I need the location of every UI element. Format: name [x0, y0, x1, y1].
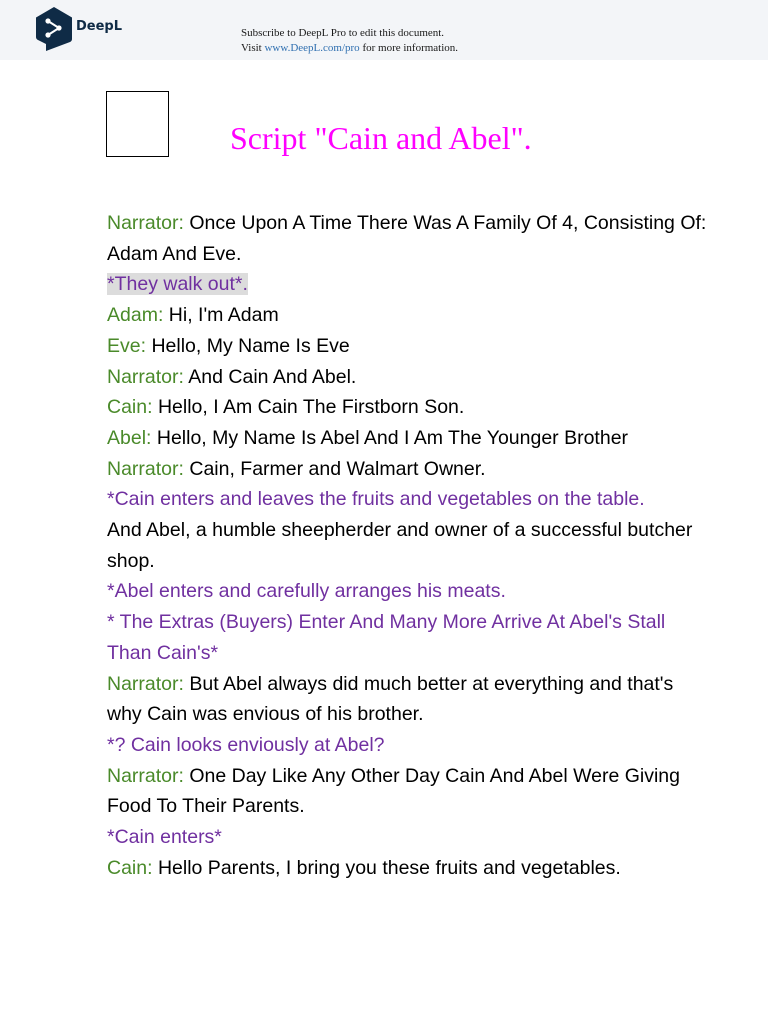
- dialogue-text: Hello Parents, I bring you these fruits and vegetables.: [157, 856, 621, 879]
- dialogue-text: Cain, Farmer and Walmart Owner.: [189, 457, 486, 480]
- stage-direction: *Cain enters and leaves the fruits and vegetables on the table.: [107, 488, 645, 511]
- deepl-logo-icon: [34, 6, 74, 52]
- speaker-label: Narrator:: [107, 764, 190, 787]
- dialogue-text: Hello, My Name Is Eve: [151, 334, 350, 357]
- script-line: [107, 269, 707, 300]
- script-line: [107, 853, 707, 884]
- notice-line-1: Subscribe to DeepL Pro to edit this document.: [241, 27, 445, 39]
- speaker-label: Cain:: [107, 856, 158, 879]
- script-line: [107, 576, 707, 607]
- speaker-label: Narrator:: [107, 212, 190, 234]
- stage-direction: *Cain enters*: [107, 826, 222, 849]
- script-line: [107, 669, 707, 730]
- stage-direction: *They walk out*.: [107, 273, 248, 296]
- script-line: [107, 822, 707, 853]
- dialogue-text: And Cain And Abel.: [188, 365, 357, 388]
- dialogue-text: Once Upon A Time There Was A Family Of 4, Consisting Of: Adam And Eve.: [107, 212, 707, 265]
- script-line: [107, 730, 707, 761]
- subscription-notice: [241, 26, 458, 55]
- script-line: [107, 761, 707, 822]
- deepl-banner: [0, 0, 768, 60]
- script-line: [107, 515, 707, 576]
- dialogue-text: But Abel always did much better at everything and that's why Cain was envious of his brother.: [107, 672, 674, 726]
- script-body: [107, 208, 707, 883]
- stage-direction: * The Extras (Buyers) Enter And Many More Arrive At Abel's Stall Than Cain's*: [107, 611, 666, 664]
- deepl-pro-link[interactable]: www.DeepL.com/pro: [264, 41, 360, 54]
- script-line: [107, 208, 707, 269]
- script-line: [107, 423, 707, 454]
- speaker-label: Abel:: [107, 426, 157, 449]
- notice-suffix: for more information.: [359, 41, 459, 54]
- notice-line-2: [241, 41, 458, 56]
- dialogue-text: Hello, I Am Cain The Firstborn Son.: [157, 396, 465, 419]
- notice-prefix: Visit: [241, 41, 265, 54]
- script-line: [107, 331, 707, 362]
- script-line: [107, 454, 707, 485]
- speaker-label: Narrator:: [107, 672, 190, 695]
- stage-direction: *Abel enters and carefully arranges his meats.: [107, 580, 506, 603]
- dialogue-text: Hi, I'm Adam: [168, 304, 279, 327]
- script-line: [107, 484, 707, 515]
- speaker-label: Narrator:: [107, 457, 190, 480]
- script-line: [107, 607, 707, 668]
- stage-direction: *? Cain looks enviously at Abel?: [107, 733, 385, 756]
- script-line: [107, 392, 707, 423]
- document-title: Script "Cain and Abel".: [230, 120, 532, 156]
- speaker-label: Cain:: [107, 396, 158, 419]
- script-line: [107, 362, 707, 393]
- speaker-label: Narrator:: [107, 365, 189, 388]
- deepl-brand-name: DeepL: [76, 19, 123, 34]
- dialogue-text: Hello, My Name Is Abel And I Am The Younger Brother: [156, 426, 629, 449]
- dialogue-text: One Day Like Any Other Day Cain And Abel Were Giving Food To Their Parents.: [107, 764, 681, 818]
- dialogue-text: And Abel, a humble sheepherder and owner of a successful butcher shop.: [107, 519, 693, 572]
- empty-box: [106, 91, 169, 157]
- script-line: [107, 300, 707, 331]
- speaker-label: Eve:: [107, 334, 152, 357]
- speaker-label: Adam:: [107, 304, 169, 327]
